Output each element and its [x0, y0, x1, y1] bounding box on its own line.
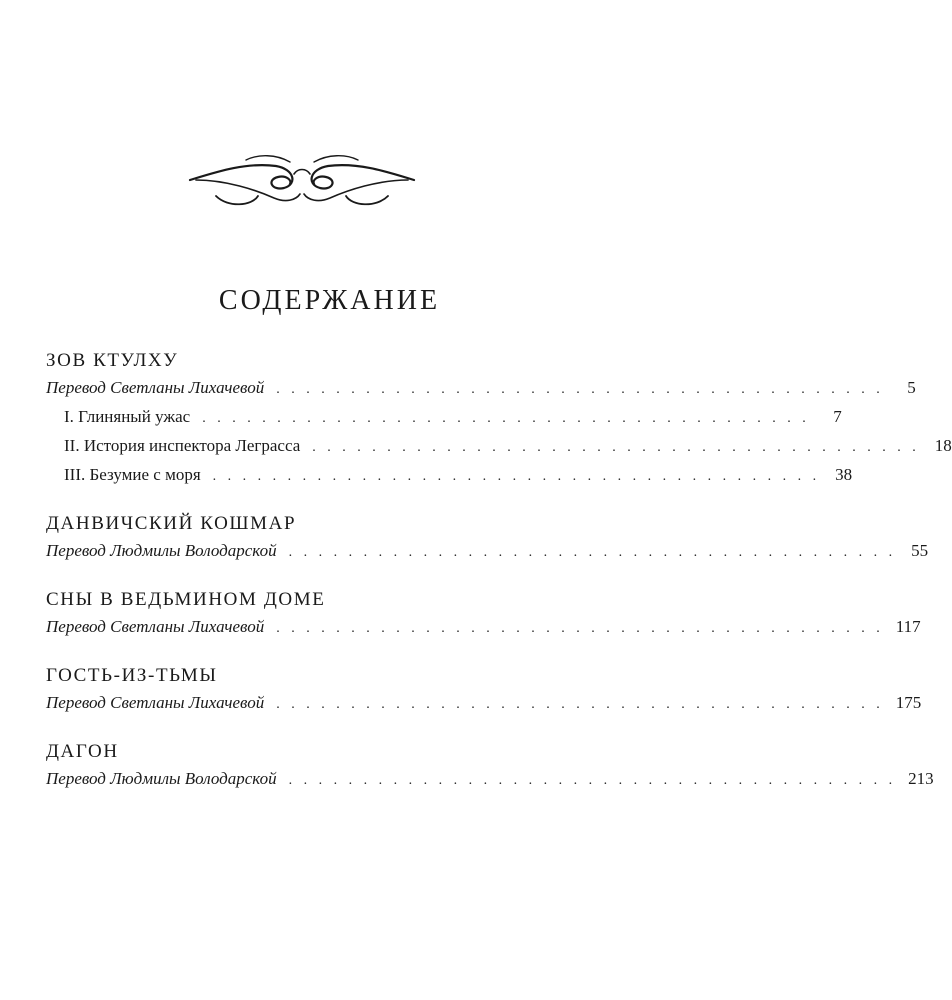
flourish-ornament-icon [186, 150, 418, 212]
toc-section [46, 738, 934, 794]
page-number: 213 [908, 769, 934, 788]
chapter-entry[interactable] [46, 432, 952, 461]
dot-leader: . . . . . . . . . . . . . . . . . . . . . . . . . . . . . . . . . . . . . . . . . [202, 411, 810, 426]
translator-entry[interactable] [46, 374, 916, 403]
translator-entry[interactable] [46, 689, 922, 718]
page-number: 117 [895, 617, 921, 636]
page-number: 175 [895, 693, 922, 712]
page-number: 55 [911, 541, 929, 560]
dot-leader: . . . . . . . . . . . . . . . . . . . . . . . . . . . . . . . . . . . . . . . . . [288, 545, 897, 560]
toc-section [46, 586, 921, 642]
story-title: ДАНВИЧСКИЙ КОШМАР [46, 513, 297, 534]
chapter-entry[interactable] [46, 461, 853, 490]
chapter-entry-label: III. Безумие с моря [64, 465, 201, 484]
dot-leader: . . . . . . . . . . . . . . . . . . . . . . . . . . . . . . . . . . . . . . . . . [288, 773, 897, 788]
translator-entry-label: Перевод Светланы Лихачевой [46, 693, 265, 712]
translator-entry-label: Перевод Людмилы Володарской [46, 541, 277, 560]
translator-entry[interactable] [46, 537, 929, 566]
page-title: СОДЕРЖАНИЕ [218, 285, 441, 316]
story-title: ДАГОН [46, 741, 119, 762]
chapter-entry-label: I. Глиняный ужас [64, 407, 191, 426]
page-number: 18 [934, 436, 952, 455]
story-title: ЗОВ КТУЛХУ [46, 350, 179, 371]
dot-leader: . . . . . . . . . . . . . . . . . . . . . . . . . . . . . . . . . . . . . . . . . [276, 621, 884, 636]
story-title: СНЫ В ВЕДЬМИНОМ ДОМЕ [46, 589, 326, 610]
toc-section [46, 347, 952, 490]
dot-leader: . . . . . . . . . . . . . . . . . . . . . . . . . . . . . . . . . . . . . . . . . [312, 440, 920, 455]
page-number: 7 [833, 407, 842, 426]
page-number: 5 [907, 378, 916, 397]
dot-leader: . . . . . . . . . . . . . . . . . . . . . . . . . . . . . . . . . . . . . . . . . [212, 469, 821, 484]
translator-entry[interactable] [46, 765, 934, 794]
page-number: 38 [835, 465, 853, 484]
translator-entry-label: Перевод Светланы Лихачевой [46, 378, 265, 397]
toc-section [46, 510, 929, 566]
translator-entry[interactable] [46, 613, 921, 642]
story-title: ГОСТЬ-ИЗ-ТЬМЫ [46, 665, 218, 686]
dot-leader: . . . . . . . . . . . . . . . . . . . . . . . . . . . . . . . . . . . . . . . . . [276, 697, 884, 712]
translator-entry-label: Перевод Людмилы Володарской [46, 769, 277, 788]
translator-entry-label: Перевод Светланы Лихачевой [46, 617, 265, 636]
dot-leader: . . . . . . . . . . . . . . . . . . . . . . . . . . . . . . . . . . . . . . . . . [276, 382, 884, 397]
toc-section [46, 662, 922, 718]
chapter-entry-label: II. История инспектора Леграсса [64, 436, 301, 455]
chapter-entry[interactable] [46, 403, 842, 432]
table-of-contents [46, 347, 952, 814]
